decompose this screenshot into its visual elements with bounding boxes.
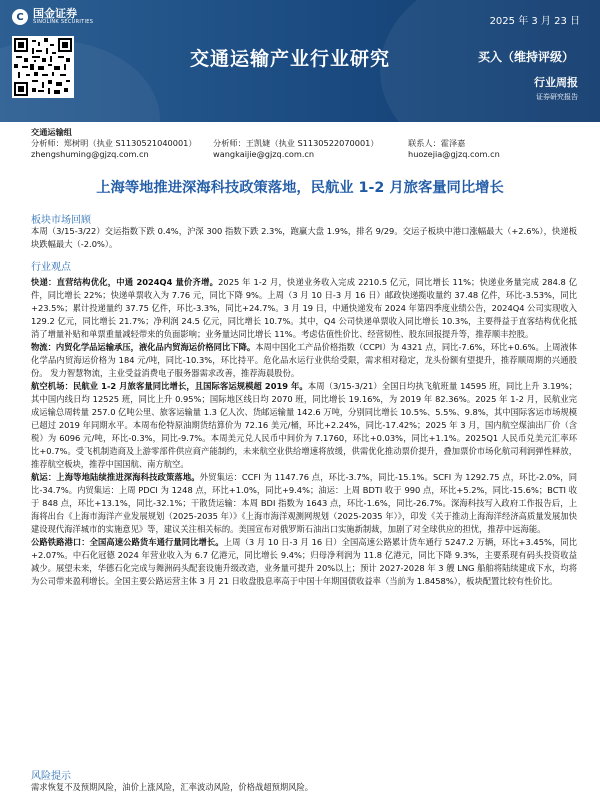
- paragraph-text: 外贸集运：CCFI 为 1147.76 点，环比-3.7%，同比-15.1%。SCFI 为 1292.75 点，环比-2.0%，同比-34.7%。内贸集运：上周 PDCI 为 1248 点，环比+1.0%，同比+9.4%；油运：上周 BDTI 收于 990 点，环比+5.2%，同比-15.6%；BCTI 收于 848 点，环比+13.1%，同比-32.1%；干散货运输：本周 BDI 指数为 1643 点，环比-1.6%，同比-26.7%。深海科技写入政府工作报告后，上海将出台《上海市海洋产业发展规划（2025-2035 年）》《上海市海洋观测网规划（2025-2035 年）》，印发《关于推动上海海洋经济高质量发展加快建设现代海洋城市的实施意见》等，建议关注相关标的。美国宣布对俄罗斯石油出口实施新制裁，加剧了对全球供应的担忧，推荐中远海能。: [31, 472, 577, 534]
- analyst-block: [31, 127, 576, 160]
- rating-badge: 买入（维持评级）: [477, 50, 574, 64]
- sinolink-logo-icon: C: [12, 9, 28, 25]
- market-review-text: [31, 225, 577, 251]
- analyst-name: 分析师：郑树明（执业 S1130521040001）: [31, 138, 197, 148]
- paragraph-text: 上周（3 月 10 日-3 月 16 日）全国高速公路累计货车通行 5247.2 万辆，环比+3.45%，同比+2.07%。中石化冠德 2024 年营业收入为 6.7 亿港元，同比增长 9.4%；归母净利润为 11.8 亿港元，同比下降 9.3%，主要系现有码头投资收益减少。展望未来，华德石化完成与舞洲码头配套设施升级改造，业务量可提升 20%以上；预计 2027-2028 年 3 艘 LNG 船舶将陆续建成下水，均将为公司带来盈利增长。全国主要公路运营主体 3 月 21 日收盘股息率高于中国十年期国债收益率（当前为 1.8458%），板块配置比较有性价比。: [31, 537, 577, 586]
- report-subtitle: 证券研究报告: [536, 93, 578, 101]
- paragraph-text: 本周（3/15-3/21）全国日均执飞航班量 14595 班，同比上升 3.19%；其中国内线日均 12525 班，同比上升 0.95%；国际地区线日均 2070 班，同比增长 19.16%，为 2019 年 82.36%。2025 年 1-2 月，民航业完成运输总周转量 257.0 亿吨公里、旅客运输量 1.3 亿人次、货邮运输量 142.6 万吨，分别同比增长 10.5%、5.5%、9.8%，其中国际客运市场规模已超过 2019 年同期水平。本周布伦特原油期货结算价为 72.16 美元/桶，环比+2.24%，同比-17.42%；2025 年 3 月，国内航空煤油出厂价（含税）为 6096 元/吨，环比-0.3%，同比-9.7%。本周美元兑人民币中间价为 7.1760，环比+0.03%，同比+1.1%。2025Q1 人民币兑美元汇率环比+0.7%。受飞机制造商及上游零部件供应商产能制约，未来航空业供给增速将放缓，供需优化推动票价提升，叠加票价市场化航司利润弹性释放，推荐航空板块，推荐中国国航、南方航空。: [31, 381, 578, 469]
- paragraph-text: 2025 年 1-2 月，快递业务收入完成 2210.5 亿元，同比增长 11%；快递业务量完成 284.8 亿件，同比增长 22%；快递单票收入为 7.76 元，同比下降 9%。上周（3 月 10 日-3 月 16 日）邮政快递揽收量约 37.48 亿件，环比-3.53%，同比+23.5%；累计投递量约 37.75 亿件，环比-3.3%，同比+24.7%。3 月 19 日，中通快递发布 2024 年第四季度业绩公告，2024Q4 公司实现收入 129.2 亿元，同比增长 21.7%；净利润 24.5 亿元，同比增长 10.7%。其中，Q4 公司快递单票收入同比增长 10.3%，主要得益于直客结构优化抵消了增量补贴和单票重量减轻带来的负面影响；业务量达同比增长 11%。考虑估值性价比、经营韧性、股东回报提升等，推荐顺丰控股。: [31, 277, 577, 339]
- section-heading-risk: 风险提示: [31, 771, 71, 782]
- paragraph: 需求恢复不及预期风险，油价上涨风险，汇率波动风险，价格战超预期风险。: [31, 782, 314, 792]
- analyst-email: wangkaijie@gjzq.com.cn: [213, 149, 315, 159]
- contact-name: 联系人：霍泽嘉: [408, 138, 466, 148]
- risk-text: [31, 781, 577, 794]
- paragraph-express: [31, 276, 577, 341]
- logo-name-en: SINOLINK SECURITIES: [33, 19, 94, 25]
- analyst-email-row: [31, 149, 576, 160]
- header-banner: [0, 0, 600, 122]
- paragraph: 本周（3/15-3/22）交运指数下跌 0.4%，沪深 300 指数下跌 2.3%，跑赢大盘 1.9%，排名 9/29。交运子板块中港口涨幅最大（+2.6%），快递板块跌幅最大（-2.0%）。: [31, 226, 577, 249]
- logo-name-cn: 国金证券: [33, 7, 77, 20]
- paragraph-lead: 快递：直营结构优化，中通 2024Q4 量价齐增。: [31, 277, 219, 287]
- analyst-row: [31, 138, 576, 149]
- paragraph-aviation: [31, 380, 577, 471]
- paragraph-logistics: [31, 341, 577, 380]
- report-headline: 上海等地推进深海科技政策落地，民航业 1-2 月旅客量同比增长: [96, 180, 504, 196]
- report-type: 行业周报: [534, 76, 578, 89]
- analyst-email: zhengshuming@gjzq.com.cn: [31, 149, 149, 159]
- report-title: 交通运输产业行业研究: [190, 48, 391, 70]
- paragraph-lead: 公路铁路港口：全国高速公路货车通行量同比增长。: [31, 537, 224, 547]
- paragraph-lead: 航空机场：民航业 1-2 月旅客量同比增长，且国际客运规模超 2019 年。: [31, 381, 308, 391]
- analyst-name: 分析师：王凯婕（执业 S1130522070001）: [213, 138, 379, 148]
- paragraph-text: 本周中国化工产品价格指数（CCPI）为 4321 点，同比-7.6%，环比+0.6%。上周液体化学品内贸海运价格为 184 元/吨，同比-10.3%，环比持平。危化品水运行业供给受限，需求相对稳定，龙头份额有望提升，推荐顺周期的兴通股份。 发力智慧物流，主业受益消费电子服务器需求改善，推荐海晨股份。: [31, 342, 577, 378]
- company-logo: [12, 8, 93, 26]
- qr-code-icon: [12, 36, 74, 98]
- section-heading-market: 板块市场回顾: [31, 215, 91, 226]
- paragraph-lead: 航运：上海等地陆续推进深海科技政策落地。: [31, 472, 200, 482]
- sector-label: 交通运输组: [31, 127, 72, 137]
- report-date: 2025 年 3 月 23 日: [489, 16, 580, 27]
- section-heading-views: 行业观点: [31, 262, 71, 273]
- industry-views: [31, 276, 577, 588]
- contact-email: huozejia@gjzq.com.cn: [408, 149, 500, 159]
- paragraph-highway: [31, 536, 577, 588]
- paragraph-shipping: [31, 471, 577, 536]
- paragraph-lead: 物流：内贸化学品运输承压，液化品内贸海运价格同比下降。: [31, 342, 256, 352]
